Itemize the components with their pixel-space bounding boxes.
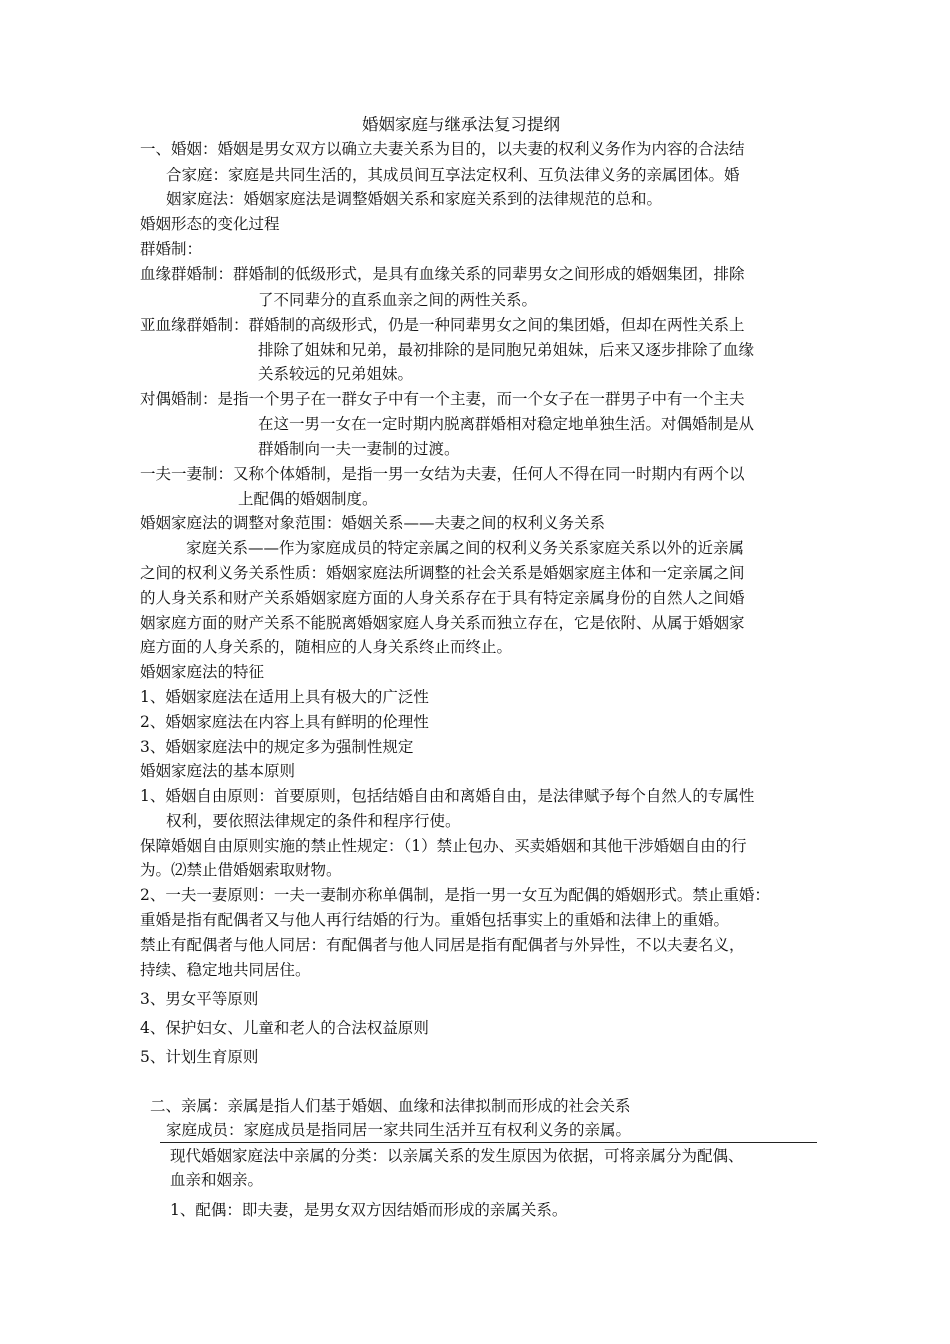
blood-group-marriage-line: 了不同辈分的直系血亲之间的两性关系。 xyxy=(258,291,538,309)
principle-item: 5、计划生育原则 xyxy=(140,1048,259,1066)
principle-freedom-line: 权利，要依照法律规定的条件和程序行使。 xyxy=(166,812,461,830)
marriage-definition-line: 姻家庭法：婚姻家庭法是调整婚姻关系和家庭关系到的法律规范的总和。 xyxy=(166,190,663,208)
sub-blood-group-marriage-line: 关系较远的兄弟姐妹。 xyxy=(258,365,414,383)
principle-freedom-line: 1、婚姻自由原则：首要原则，包括结婚自由和离婚自由，是法律赋予每个自然人的专属性 xyxy=(140,787,755,805)
marriage-definition-line: 一、婚姻：婚姻是男女双方以确立夫妻关系为目的，以夫妻的权利义务作为内容的合法结 xyxy=(140,140,745,158)
sub-blood-group-marriage-line: 排除了姐妹和兄弟，最初排除的是同胞兄弟姐妹，后来又逐步排除了血缘 xyxy=(258,341,755,359)
underline-rule xyxy=(160,1142,817,1143)
principle-monogamy-line: 持续、稳定地共同居住。 xyxy=(140,961,311,979)
feature-item: 3、婚姻家庭法中的规定多为强制性规定 xyxy=(140,738,414,756)
adjustment-scope-line: 姻家庭方面的财产关系不能脱离婚姻家庭人身关系而独立存在，它是依附、从属于婚姻家 xyxy=(140,614,745,632)
principle-freedom-line: 保障婚姻自由原则实施的禁止性规定：（1）禁止包办、买卖婚姻和其他干涉婚姻自由的行 xyxy=(140,837,747,855)
sub-blood-group-marriage-line: 亚血缘群婚制：群婚制的高级形式，仍是一种同辈男女之间的集团婚，但却在两性关系上 xyxy=(140,316,745,334)
principle-monogamy-line: 禁止有配偶者与他人同居：有配偶者与他人同居是指有配偶者与外异性，不以夫妻名义， xyxy=(140,936,745,954)
principle-monogamy-line: 重婚是指有配偶者又与他人再行结婚的行为。重婚包括事实上的重婚和法律上的重婚。 xyxy=(140,911,730,929)
adjustment-scope-line: 家庭关系——作为家庭成员的特定亲属之间的权利义务关系家庭关系以外的近亲属 xyxy=(186,539,745,557)
adjustment-scope-line: 婚姻家庭法的调整对象范围：婚姻关系——夫妻之间的权利义务关系 xyxy=(140,514,606,532)
principles-heading: 婚姻家庭法的基本原则 xyxy=(140,762,296,780)
adjustment-scope-line: 之间的权利义务关系性质：婚姻家庭法所调整的社会关系是婚姻家庭主体和一定亲属之间 xyxy=(140,564,745,582)
group-marriage-label: 群婚制： xyxy=(140,240,203,258)
marriage-definition-line: 合家庭：家庭是共同生活的，其成员间互享法定权利、互负法律义务的亲属团体。婚 xyxy=(166,166,740,184)
feature-item: 1、婚姻家庭法在适用上具有极大的广泛性 xyxy=(140,688,429,706)
monogamy-line: 上配偶的婚姻制度。 xyxy=(238,490,378,508)
adjustment-scope-line: 庭方面的人身关系的，随相应的人身关系终止而终止。 xyxy=(140,638,513,656)
feature-item: 2、婚姻家庭法在内容上具有鲜明的伦理性 xyxy=(140,713,429,731)
principle-item: 4、保护妇女、儿童和老人的合法权益原则 xyxy=(140,1019,429,1037)
adjustment-scope-line: 的人身关系和财产关系婚姻家庭方面的人身关系存在于具有特定亲属身份的自然人之间婚 xyxy=(140,589,745,607)
family-member-definition: 家庭成员：家庭成员是指同居一家共同生活并互有权利义务的亲属。 xyxy=(166,1121,632,1139)
principle-freedom-line: 为。⑵禁止借婚姻索取财物。 xyxy=(140,861,342,879)
monogamy-line: 一夫一妻制：又称个体婚制，是指一男一女结为夫妻，任何人不得在同一时期内有两个以 xyxy=(140,465,745,483)
kinship-classification-line: 现代婚姻家庭法中亲属的分类：以亲属关系的发生原因为依据，可将亲属分为配偶、 xyxy=(170,1147,744,1165)
spouse-definition: 1、配偶：即夫妻，是男女双方因结婚而形成的亲属关系。 xyxy=(170,1201,568,1219)
features-heading: 婚姻家庭法的特征 xyxy=(140,663,265,681)
kinship-definition: 二、亲属：亲属是指人们基于婚姻、血缘和法律拟制而形成的社会关系 xyxy=(150,1097,631,1115)
blood-group-marriage-line: 血缘群婚制：群婚制的低级形式，是具有血缘关系的同辈男女之间形成的婚姻集团，排除 xyxy=(140,265,745,283)
pairing-marriage-line: 群婚制向一夫一妻制的过渡。 xyxy=(258,440,460,458)
forms-heading: 婚姻形态的变化过程 xyxy=(140,215,280,233)
pairing-marriage-line: 对偶婚制：是指一个男子在一群女子中有一个主妻，而一个女子在一群男子中有一个主夫 xyxy=(140,390,745,408)
kinship-classification-line: 血亲和姻亲。 xyxy=(170,1171,264,1189)
pairing-marriage-line: 在这一男一女在一定时期内脱离群婚相对稳定地单独生活。对偶婚制是从 xyxy=(258,415,755,433)
document-title: 婚姻家庭与继承法复习提纲 xyxy=(362,115,560,134)
principle-monogamy-line: 2、一夫一妻原则：一夫一妻制亦称单偶制，是指一男一女互为配偶的婚姻形式。禁止重婚： xyxy=(140,886,770,904)
principle-item: 3、男女平等原则 xyxy=(140,990,259,1008)
